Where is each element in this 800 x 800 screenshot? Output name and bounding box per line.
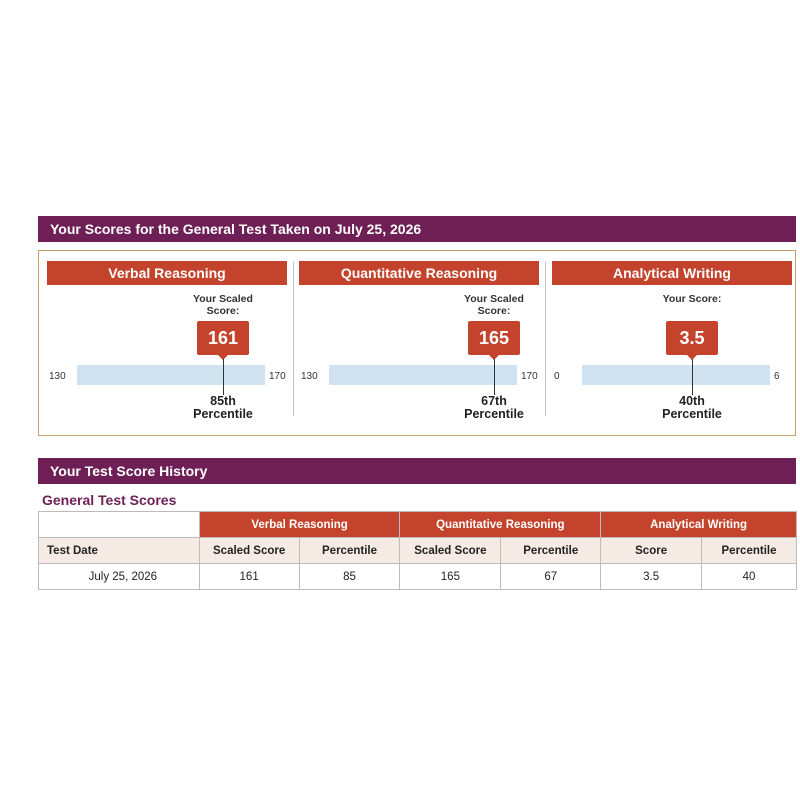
percentile-marker-line [223, 359, 224, 395]
scaled-score-label: Your Scaled Score: [464, 293, 524, 317]
scale-min-label: 130 [49, 371, 66, 382]
column-header: Score [601, 538, 702, 564]
scale-min-label: 130 [301, 371, 318, 382]
table-column-header-row [39, 538, 797, 564]
percentile-word: Percentile [193, 407, 253, 421]
panel-divider [545, 261, 546, 416]
scale-min-label: 0 [554, 371, 560, 382]
table-row [39, 564, 797, 590]
column-header: Percentile [501, 538, 601, 564]
table-cell: 85 [299, 564, 400, 590]
score-panel-writing [552, 261, 792, 421]
score-panel-verbal [47, 261, 287, 421]
percentile-value: 67th [481, 394, 507, 408]
score-value-badge: 161 [197, 321, 249, 355]
group-header-verbal: Verbal Reasoning [199, 512, 400, 538]
table-cell: 161 [199, 564, 299, 590]
history-banner-title: Your Test Score History [50, 463, 208, 479]
percentile-value: 85th [210, 394, 236, 408]
panel-divider [293, 261, 294, 416]
scale-max-label: 170 [521, 371, 538, 382]
column-header: Test Date [39, 538, 200, 564]
table-cell: 40 [702, 564, 797, 590]
table-cell: 165 [400, 564, 501, 590]
percentile-marker-line [494, 359, 495, 395]
percentile-word: Percentile [662, 407, 722, 421]
percentile-label [173, 395, 273, 421]
scores-container [38, 250, 796, 436]
score-value-badge: 3.5 [666, 321, 718, 355]
scale-max-label: 170 [269, 371, 286, 382]
percentile-label [642, 395, 742, 421]
score-scale-bar [329, 365, 517, 385]
history-subtitle: General Test Scores [42, 492, 177, 508]
table-blank-cell [39, 512, 200, 538]
percentile-marker-line [692, 359, 693, 395]
table-cell: 67 [501, 564, 601, 590]
history-banner [38, 458, 796, 484]
column-header: Scaled Score [400, 538, 501, 564]
scale-max-label: 6 [774, 371, 780, 382]
percentile-word: Percentile [464, 407, 524, 421]
score-scale-bar [77, 365, 265, 385]
score-history-table [38, 511, 797, 590]
scaled-score-label: Your Score: [662, 293, 722, 305]
group-header-writing: Analytical Writing [601, 512, 797, 538]
score-panel-quantitative [299, 261, 539, 421]
scaled-score-label: Your Scaled Score: [193, 293, 253, 317]
group-header-quantitative: Quantitative Reasoning [400, 512, 601, 538]
table-group-header-row [39, 512, 797, 538]
column-header: Scaled Score [199, 538, 299, 564]
panel-header: Analytical Writing [552, 261, 792, 285]
column-header: Percentile [299, 538, 400, 564]
scores-banner [38, 216, 796, 242]
table-cell-test-date: July 25, 2026 [39, 564, 200, 590]
panel-header: Quantitative Reasoning [299, 261, 539, 285]
score-scale-bar [582, 365, 770, 385]
column-header: Percentile [702, 538, 797, 564]
table-cell: 3.5 [601, 564, 702, 590]
percentile-value: 40th [679, 394, 705, 408]
panel-header: Verbal Reasoning [47, 261, 287, 285]
scores-banner-title: Your Scores for the General Test Taken on July 25, 2026 [50, 221, 422, 237]
percentile-label [444, 395, 544, 421]
score-value-badge: 165 [468, 321, 520, 355]
